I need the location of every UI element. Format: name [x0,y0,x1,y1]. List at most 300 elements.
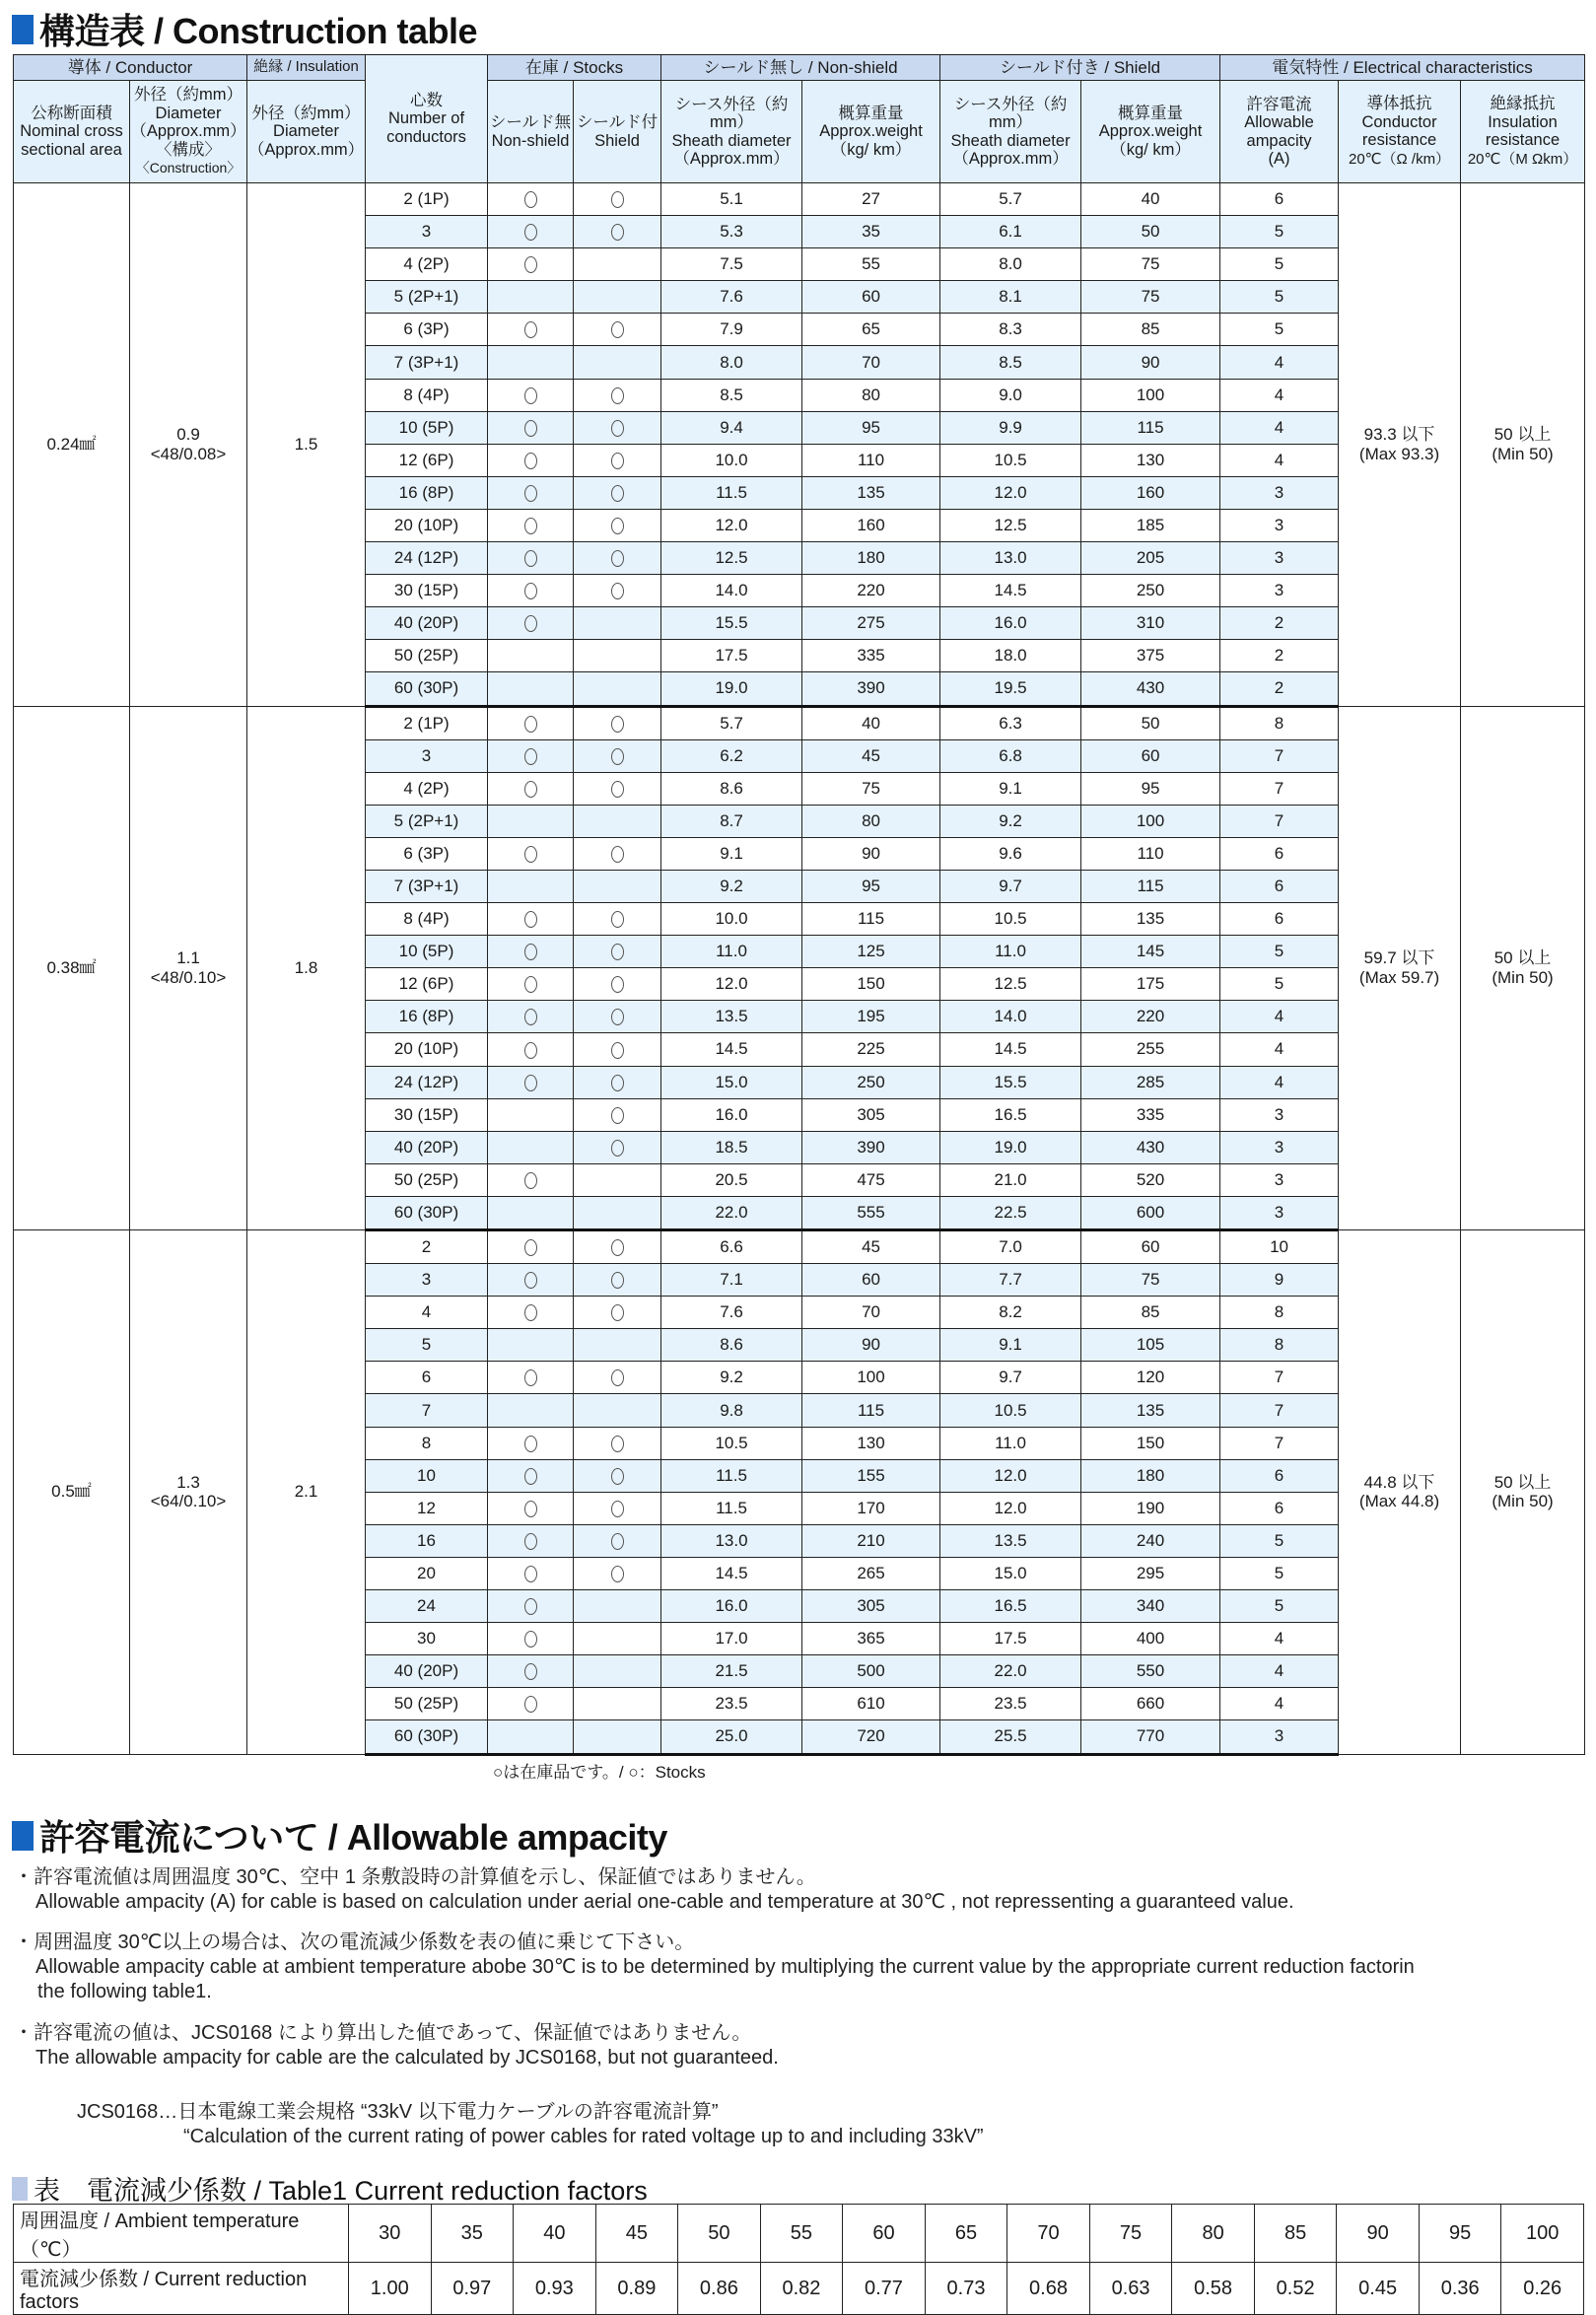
ampacity-cell: 7 [1220,1427,1339,1459]
stock-circle-icon [524,387,537,404]
s-weight-cell: 95 [1081,772,1220,805]
table-row [14,183,1585,216]
ns-sheath-cell: 5.3 [661,216,802,248]
s-sheath-cell: 8.2 [940,1297,1081,1329]
ns-weight-cell: 195 [802,1001,940,1033]
ns-weight-cell: 100 [802,1362,940,1394]
temperature-cell: 80 [1172,2205,1255,2263]
num-conductors-cell: 20 (10P) [366,509,488,541]
ns-sheath-cell: 21.5 [661,1655,802,1688]
temperature-cell: 65 [925,2205,1007,2263]
stock-non-shield-cell [488,1459,574,1492]
factor-cell: 0.77 [843,2263,926,2315]
stock-non-shield-cell [488,903,574,936]
stock-shield-cell [574,1720,661,1754]
ns-weight-cell: 475 [802,1163,940,1196]
title-marker-icon [12,15,34,44]
temperature-cell: 55 [760,2205,843,2263]
ns-weight-cell: 335 [802,640,940,672]
stock-circle-icon [524,1272,537,1289]
stock-shield-cell [574,509,661,541]
ns-sheath-cell: 13.5 [661,1001,802,1033]
num-conductors-cell: 7 [366,1394,488,1427]
ns-weight-cell: 40 [802,706,940,739]
stock-non-shield-cell [488,1131,574,1163]
resistance-min: 50 以上 [1493,1472,1552,1492]
ns-sheath-cell: 12.0 [661,968,802,1001]
s-weight-cell: 60 [1081,1230,1220,1264]
s-sheath-cell: 5.7 [940,183,1081,216]
s-sheath-cell: 11.0 [940,936,1081,968]
ampacity-note-2: ・周囲温度 30℃以上の場合は、次の電流減少係数を表の値に乗じて下さい。 Allowable ampacity cable at ambient temperature abobe 30℃ is to be determined by multiplying the current value by the appropriate current reduction factorin the following table1. [14,1931,1415,2002]
s-sheath-cell: 6.1 [940,216,1081,248]
stock-circle-icon [611,453,624,469]
num-conductors-cell: 40 (20P) [366,607,488,640]
header-stock-shield: シールド付 Shield [574,81,661,183]
stock-non-shield-cell [488,1362,574,1394]
stock-circle-icon [611,1436,624,1452]
ampacity-cell: 9 [1220,1264,1339,1297]
ns-weight-cell: 180 [802,542,940,575]
stock-non-shield-cell [488,1623,574,1655]
temperature-cell: 90 [1337,2205,1420,2263]
ns-sheath-cell: 13.0 [661,1524,802,1557]
num-conductors-cell: 30 (15P) [366,575,488,607]
s-weight-cell: 430 [1081,672,1220,706]
stock-circle-icon [611,1239,624,1256]
stock-circle-icon [611,781,624,798]
stock-shield-cell [574,1362,661,1394]
num-conductors-cell: 3 [366,739,488,772]
jcs-reference: JCS0168…日本電線工業会規格 “33kV 以下電力ケーブルの許容電流計算” “Calculation of the current rating of power cables for rated voltage up to and including 33kV” [77,2101,984,2147]
ns-sheath-cell: 25.0 [661,1720,802,1754]
header-ns-weight: 概算重量 Approx.weight （kg/ km） [802,81,940,183]
ns-sheath-cell: 9.2 [661,1362,802,1394]
num-conductors-cell: 12 (6P) [366,968,488,1001]
ns-weight-cell: 135 [802,476,940,509]
stock-circle-icon [611,944,624,960]
stock-non-shield-cell [488,542,574,575]
diameter-value: 0.9 [176,425,200,445]
diameter-value: 1.3 [176,1472,200,1492]
stock-circle-icon [611,485,624,502]
stock-non-shield-cell [488,772,574,805]
s-weight-cell: 520 [1081,1163,1220,1196]
stock-shield-cell [574,1427,661,1459]
stock-non-shield-cell [488,607,574,640]
s-sheath-cell: 9.6 [940,837,1081,870]
ns-sheath-cell: 7.9 [661,314,802,346]
ampacity-cell: 7 [1220,1394,1339,1427]
factor-cell: 0.26 [1501,2263,1584,2315]
stock-shield-cell [574,640,661,672]
stock-circle-icon [611,550,624,567]
ns-weight-cell: 160 [802,509,940,541]
construction-value: <64/0.10> [150,1492,227,1511]
stock-circle-icon [524,518,537,534]
s-weight-cell: 135 [1081,1394,1220,1427]
s-sheath-cell: 14.0 [940,1001,1081,1033]
ns-weight-cell: 250 [802,1066,940,1098]
ns-weight-cell: 80 [802,379,940,411]
stock-non-shield-cell [488,1720,574,1754]
ampacity-cell: 6 [1220,1459,1339,1492]
ampacity-cell: 3 [1220,1196,1339,1229]
stock-non-shield-cell [488,1098,574,1131]
num-conductors-cell: 4 [366,1297,488,1329]
temperature-cell: 30 [349,2205,432,2263]
s-weight-cell: 340 [1081,1590,1220,1623]
stock-circle-icon [611,1304,624,1321]
stock-circle-icon [524,583,537,599]
ns-weight-cell: 60 [802,1264,940,1297]
ampacity-cell: 5 [1220,281,1339,314]
ns-sheath-cell: 8.7 [661,805,802,837]
stock-shield-cell [574,1459,661,1492]
ns-sheath-cell: 8.6 [661,772,802,805]
s-sheath-cell: 23.5 [940,1688,1081,1720]
stock-circle-icon [524,976,537,993]
s-weight-cell: 550 [1081,1655,1220,1688]
stock-circle-icon [524,453,537,469]
ns-weight-cell: 390 [802,672,940,706]
num-conductors-cell: 5 (2P+1) [366,281,488,314]
stock-circle-icon [611,420,624,437]
factor-cell: 0.63 [1089,2263,1172,2315]
ns-sheath-cell: 8.0 [661,346,802,379]
stock-shield-cell [574,903,661,936]
stock-non-shield-cell [488,575,574,607]
conductor-diameter-cell [130,706,247,1230]
stock-circle-icon [611,748,624,765]
s-weight-cell: 240 [1081,1524,1220,1557]
s-sheath-cell: 12.5 [940,509,1081,541]
factor-cell: 0.68 [1007,2263,1090,2315]
stock-circle-icon [524,1501,537,1517]
s-sheath-cell: 9.1 [940,1329,1081,1362]
stock-non-shield-cell [488,837,574,870]
stock-non-shield-cell [488,1557,574,1589]
num-conductors-cell: 30 (15P) [366,1098,488,1131]
stock-non-shield-cell [488,476,574,509]
stock-shield-cell [574,706,661,739]
ns-sheath-cell: 5.1 [661,183,802,216]
ampacity-cell: 3 [1220,509,1339,541]
stock-non-shield-cell [488,1264,574,1297]
nominal-area-cell: 0.38㎟ [14,706,130,1230]
stock-non-shield-cell [488,1297,574,1329]
num-conductors-cell: 10 (5P) [366,936,488,968]
s-sheath-cell: 10.5 [940,903,1081,936]
ampacity-title: 許容電流について / Allowable ampacity [12,1810,667,1860]
ns-sheath-cell: 7.5 [661,248,802,281]
num-conductors-cell: 24 (12P) [366,1066,488,1098]
s-weight-cell: 75 [1081,1264,1220,1297]
s-weight-cell: 430 [1081,1131,1220,1163]
ns-weight-cell: 27 [802,183,940,216]
num-conductors-cell: 5 [366,1329,488,1362]
stock-circle-icon [524,716,537,733]
s-sheath-cell: 8.1 [940,281,1081,314]
num-conductors-cell: 6 (3P) [366,314,488,346]
s-weight-cell: 75 [1081,248,1220,281]
ampacity-cell: 7 [1220,739,1339,772]
stock-non-shield-cell [488,1066,574,1098]
ns-weight-cell: 155 [802,1459,940,1492]
insulation-resistance-cell [1461,183,1585,707]
s-sheath-cell: 9.7 [940,870,1081,902]
factor-row [14,2263,1584,2315]
ns-weight-cell: 60 [802,281,940,314]
s-sheath-cell: 19.5 [940,672,1081,706]
stock-shield-cell [574,1524,661,1557]
s-weight-cell: 295 [1081,1557,1220,1589]
stock-shield-cell [574,1623,661,1655]
stock-non-shield-cell [488,1163,574,1196]
s-sheath-cell: 22.0 [940,1655,1081,1688]
num-conductors-cell: 8 (4P) [366,903,488,936]
ns-weight-cell: 70 [802,1297,940,1329]
s-sheath-cell: 7.7 [940,1264,1081,1297]
construction-table-body [14,183,1585,1755]
stock-non-shield-cell [488,183,574,216]
table-row [14,706,1585,739]
s-sheath-cell: 17.5 [940,1623,1081,1655]
header-ampacity: 許容電流 Allowable ampacity (A) [1220,81,1339,183]
stock-circle-icon [524,748,537,765]
ampacity-cell: 5 [1220,1524,1339,1557]
ns-sheath-cell: 10.5 [661,1427,802,1459]
ns-sheath-cell: 14.0 [661,575,802,607]
stock-legend: ○は在庫品です。/ ○：Stocks [493,1763,706,1782]
header-s-weight: 概算重量 Approx.weight （kg/ km） [1081,81,1220,183]
s-weight-cell: 660 [1081,1688,1220,1720]
stock-shield-cell [574,672,661,706]
stock-non-shield-cell [488,640,574,672]
ns-weight-cell: 75 [802,772,940,805]
ns-sheath-cell: 11.0 [661,936,802,968]
s-sheath-cell: 6.3 [940,706,1081,739]
ns-weight-cell: 130 [802,1427,940,1459]
ns-sheath-cell: 9.8 [661,1394,802,1427]
stock-non-shield-cell [488,1230,574,1264]
stock-non-shield-cell [488,1492,574,1524]
header-s-sheath: シース外径（約mm） Sheath diameter （Approx.mm） [940,81,1081,183]
num-conductors-cell: 10 [366,1459,488,1492]
stock-non-shield-cell [488,1196,574,1229]
ampacity-cell: 3 [1220,542,1339,575]
stock-non-shield-cell [488,216,574,248]
ns-sheath-cell: 11.5 [661,476,802,509]
stock-non-shield-cell [488,1427,574,1459]
ns-sheath-cell: 15.0 [661,1066,802,1098]
s-sheath-cell: 9.1 [940,772,1081,805]
ns-sheath-cell: 20.5 [661,1163,802,1196]
stock-circle-icon [524,615,537,632]
s-weight-cell: 100 [1081,805,1220,837]
stock-circle-icon [611,1075,624,1091]
ns-weight-cell: 90 [802,837,940,870]
num-conductors-cell: 30 [366,1623,488,1655]
stock-circle-icon [524,1075,537,1091]
ampacity-cell: 7 [1220,1362,1339,1394]
s-sheath-cell: 9.0 [940,379,1081,411]
stock-circle-icon [524,1696,537,1713]
num-conductors-cell: 20 [366,1557,488,1589]
num-conductors-cell: 12 [366,1492,488,1524]
s-weight-cell: 190 [1081,1492,1220,1524]
num-conductors-cell: 2 (1P) [366,183,488,216]
s-weight-cell: 85 [1081,1297,1220,1329]
stock-shield-cell [574,1230,661,1264]
ampacity-cell: 3 [1220,575,1339,607]
ns-sheath-cell: 14.5 [661,1557,802,1589]
temperature-cell: 75 [1089,2205,1172,2263]
temperature-label: 周囲温度 / Ambient temperature（℃） [14,2205,349,2263]
stock-circle-icon [524,191,537,208]
resistance-min-en: (Min 50) [1492,444,1554,463]
num-conductors-cell: 12 (6P) [366,444,488,476]
s-weight-cell: 115 [1081,411,1220,444]
ns-weight-cell: 115 [802,1394,940,1427]
num-conductors-cell: 6 [366,1362,488,1394]
ampacity-cell: 3 [1220,476,1339,509]
ns-weight-cell: 45 [802,739,940,772]
s-sheath-cell: 6.8 [940,739,1081,772]
stock-shield-cell [574,183,661,216]
num-conductors-cell: 20 (10P) [366,1033,488,1066]
stock-non-shield-cell [488,346,574,379]
stock-circle-icon [611,716,624,733]
s-weight-cell: 205 [1081,542,1220,575]
construction-table [13,54,1585,1756]
ampacity-cell: 5 [1220,1590,1339,1623]
s-weight-cell: 185 [1081,509,1220,541]
stock-circle-icon [611,1107,624,1124]
conductor-resistance-cell [1339,706,1461,1230]
stock-circle-icon [611,1501,624,1517]
stock-shield-cell [574,1590,661,1623]
s-weight-cell: 40 [1081,183,1220,216]
s-weight-cell: 50 [1081,706,1220,739]
factor-cell: 0.58 [1172,2263,1255,2315]
stock-circle-icon [611,387,624,404]
s-sheath-cell: 12.0 [940,1459,1081,1492]
stock-non-shield-cell [488,805,574,837]
ns-sheath-cell: 6.2 [661,739,802,772]
header-electrical: 電気特性 / Electrical characteristics [1220,55,1585,81]
conductor-resistance-cell [1339,1230,1461,1755]
ampacity-cell: 5 [1220,1557,1339,1589]
s-weight-cell: 250 [1081,575,1220,607]
stock-non-shield-cell [488,1688,574,1720]
stock-shield-cell [574,1066,661,1098]
s-weight-cell: 50 [1081,216,1220,248]
ns-sheath-cell: 17.5 [661,640,802,672]
s-weight-cell: 150 [1081,1427,1220,1459]
ns-sheath-cell: 19.0 [661,672,802,706]
header-insulation-diameter: 外径（約mm） Diameter （Approx.mm） [247,81,366,183]
ns-weight-cell: 115 [802,903,940,936]
insulation-diameter-cell: 2.1 [247,1230,366,1755]
stock-shield-cell [574,1001,661,1033]
s-sheath-cell: 21.0 [940,1163,1081,1196]
stock-non-shield-cell [488,706,574,739]
ns-sheath-cell: 11.5 [661,1459,802,1492]
ampacity-cell: 4 [1220,1688,1339,1720]
ampacity-cell: 8 [1220,1297,1339,1329]
ampacity-cell: 7 [1220,805,1339,837]
s-weight-cell: 130 [1081,444,1220,476]
stock-shield-cell [574,968,661,1001]
temperature-cell: 95 [1419,2205,1501,2263]
num-conductors-cell: 3 [366,1264,488,1297]
temperature-cell: 50 [678,2205,761,2263]
stock-circle-icon [611,1140,624,1157]
ns-sheath-cell: 23.5 [661,1688,802,1720]
stock-circle-icon [524,1009,537,1025]
stock-circle-icon [611,1042,624,1059]
ampacity-cell: 3 [1220,1098,1339,1131]
stock-circle-icon [524,1566,537,1582]
ns-weight-cell: 500 [802,1655,940,1688]
ampacity-cell: 4 [1220,444,1339,476]
resistance-min-en: (Min 50) [1492,1492,1554,1511]
stock-circle-icon [524,1369,537,1386]
num-conductors-cell: 2 [366,1230,488,1264]
s-sheath-cell: 14.5 [940,575,1081,607]
stock-circle-icon [611,1272,624,1289]
s-weight-cell: 145 [1081,936,1220,968]
stock-shield-cell [574,1163,661,1196]
num-conductors-cell: 16 (8P) [366,476,488,509]
stock-circle-icon [611,1009,624,1025]
s-weight-cell: 90 [1081,346,1220,379]
stock-non-shield-cell [488,1001,574,1033]
resistance-min-en: (Min 50) [1492,967,1554,987]
s-sheath-cell: 13.5 [940,1524,1081,1557]
s-sheath-cell: 16.0 [940,607,1081,640]
num-conductors-cell: 24 [366,1590,488,1623]
s-weight-cell: 180 [1081,1459,1220,1492]
factor-cell: 0.82 [760,2263,843,2315]
stock-shield-cell [574,248,661,281]
ampacity-cell: 4 [1220,1655,1339,1688]
s-weight-cell: 160 [1081,476,1220,509]
header-conductor-diameter: 外径（約mm） Diameter （Approx.mm） 〈構成〉 〈Construction〉 [130,81,247,183]
s-weight-cell: 75 [1081,281,1220,314]
num-conductors-cell: 10 (5P) [366,411,488,444]
ns-weight-cell: 210 [802,1524,940,1557]
ampacity-cell: 3 [1220,1163,1339,1196]
stock-circle-icon [524,256,537,273]
construction-value: <48/0.10> [150,967,227,987]
stock-circle-icon [611,1533,624,1550]
stock-shield-cell [574,772,661,805]
ampacity-cell: 8 [1220,706,1339,739]
s-weight-cell: 770 [1081,1720,1220,1754]
ns-weight-cell: 70 [802,346,940,379]
ampacity-cell: 4 [1220,1033,1339,1066]
ns-weight-cell: 170 [802,1492,940,1524]
resistance-max-en: (Max 44.8) [1358,1492,1440,1511]
num-conductors-cell: 60 (30P) [366,672,488,706]
stock-non-shield-cell [488,1329,574,1362]
ns-sheath-cell: 7.1 [661,1264,802,1297]
stock-circle-icon [611,518,624,534]
ns-sheath-cell: 7.6 [661,281,802,314]
num-conductors-cell: 24 (12P) [366,542,488,575]
